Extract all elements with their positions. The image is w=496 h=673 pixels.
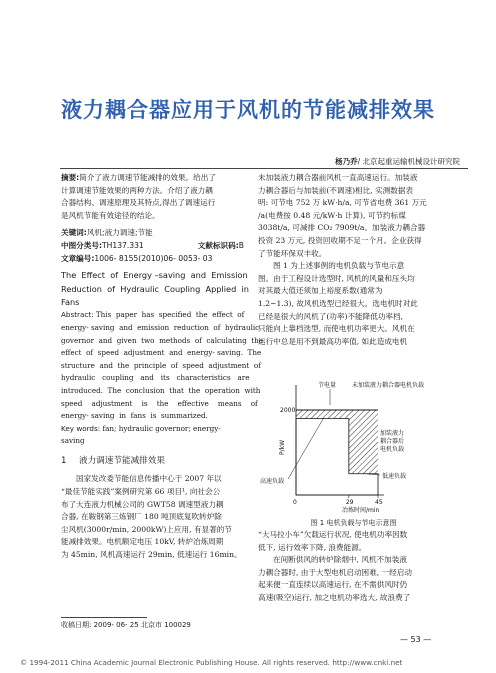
article-title: 液力耦合器应用于风机的节能减排效果 — [61, 97, 435, 122]
keywords-label: 关键词: — [61, 228, 87, 238]
author-line — [335, 156, 460, 167]
body-line: 起来便一直连续以高速运行, 在不需供风时仍 — [258, 580, 408, 590]
abstract-line: 计算调速节能效果的两种方法。介绍了液力耦 — [61, 185, 213, 195]
body-line: 1.2~1.3), 故风机选型已经很大。选电机时对此 — [258, 298, 418, 308]
section-body — [61, 473, 244, 561]
section-heading: 1 液力调速节能减排效果 — [61, 455, 165, 466]
label-modified-load-2: 耦合器后 — [380, 438, 405, 445]
english-abstract-line: energy- saving in fans is summarized. — [61, 411, 208, 421]
english-abstract-line: governor and given two methods of calculating the — [61, 335, 264, 345]
english-abstract-line: effect of speed adjustment and energy- saving. The — [61, 348, 262, 358]
body-line: 高速(吸空)运行, 加之电机功率选大, 故浪费了 — [258, 592, 411, 602]
body-line: 了节能环保双丰收。 — [258, 248, 327, 258]
english-abstract-line: introduced. The conclusion that the operation with — [61, 385, 261, 395]
copyright-notice: © 1994-2011 China Academic Journal Electronic Publishing House. All rights reserved. http://www.cnki.net — [20, 658, 403, 667]
classification-line — [61, 240, 244, 253]
body-line: 布了大连液力机械公司的 GWT58 调速型液力耦 — [61, 499, 224, 509]
body-line: 投资 23 万元, 投资回收期不足一个月。企业获得 — [258, 235, 422, 245]
chinese-keywords — [61, 227, 244, 240]
english-title-line: Fans — [61, 296, 80, 307]
english-abstract-line: energy- saving and emission reduction of hydraulic — [61, 322, 260, 332]
body-line: /a(电费按 0.48 元/kW·h 计算), 可节约标煤 — [258, 210, 406, 220]
right-column-continued — [258, 529, 449, 605]
english-title-line: Reduction of Hydraulic Coupling Applied in — [61, 283, 249, 294]
load-chart — [258, 375, 449, 515]
body-line: 为 45min, 风机高速运行 29min, 低速运行 16min。 — [61, 549, 242, 559]
body-line: 图。由于工程设计选型时, 风机的风量和压头均 — [258, 273, 415, 283]
chinese-abstract — [61, 172, 244, 222]
author-affiliation: / 北京起重运输机械设计研究院 — [357, 157, 460, 166]
author-name: 杨乃乔 — [335, 157, 358, 166]
english-abstract: Abstract: This paper has specified the effect of energy- saving and emission reduction of hydraulic governor and given two methods of calculating the effect of speed adjustment and energy- saving. The structure and the principle of speed adjustment of hydraulic coupling and its characteristics are introduced. The conclusion that the operation with speed adjustment is the effective means of energy- saving in fans is summarized. — [61, 309, 244, 422]
body-line: 对其最大值还须加上裕度系数(通常为 — [258, 286, 383, 296]
english-abstract-line: hydraulic coupling and its characteristics are — [61, 373, 250, 383]
abstract-line: 简介了液力调速节能减排的效果。给出了 — [79, 173, 216, 182]
english-abstract-label: Abstract: — [61, 310, 94, 320]
english-abstract-line: structure and the principle of speed adjustment of — [61, 360, 261, 370]
left-column — [61, 172, 264, 561]
x-axis-label: 冶炼时间/min — [342, 507, 380, 514]
figure-1 — [258, 375, 449, 525]
body-line: 低下, 运行效率下降, 浪费能源。 — [258, 542, 367, 552]
body-line: “最佳节能实践”案例研究第 66 项目¹, 向社会公 — [61, 486, 221, 496]
article-number: 文章编号:1006- 8155(2010)06- 0053- 03 — [61, 253, 213, 263]
figure-caption: 图 1 电机负载与节电示意图 — [310, 519, 397, 527]
abstract-line: 是风机节能有效途径的结论。 — [61, 210, 160, 220]
clc-code: 中图分类号:TH137.331 — [61, 240, 144, 250]
footnote-divider — [61, 617, 147, 618]
body-line: “大马拉小车”欠载运行状况, 使电机功率因数 — [258, 530, 408, 539]
body-line: 3038t/a, 可减排 CO₂ 7909t/a。加装液力耦合器 — [258, 223, 426, 233]
abstract-line: 合器结构、调速原理及其特点,得出了调速运行 — [61, 198, 216, 208]
x-tick-label: 0 — [293, 499, 297, 506]
y-tick-label: 2000 — [280, 407, 296, 414]
label-modified-load-3: 电机负载 — [380, 446, 405, 453]
label-saving: 节电量 — [318, 382, 337, 389]
header-divider — [60, 168, 468, 169]
label-high-load: 高速负载 — [260, 478, 285, 485]
body-line: 已经是很大的风机了(功率)不能降低功率档, — [258, 311, 404, 321]
body-line: 明: 可节电 752 万 kW·h/a, 可节省电费 361 万元 — [258, 198, 427, 208]
label-unmodified-load: 未加装液力耦合器电机负载 — [352, 382, 425, 389]
page-number: — 53 — — [400, 635, 432, 644]
received-date: 收稿日期: 2009- 06- 25 北京市 100029 — [61, 621, 191, 629]
keywords-value: 风机;液力调速;节能 — [86, 228, 153, 238]
body-line: 未加装液力耦合器前风机一直高速运行。加装液 — [258, 173, 418, 182]
body-line: 力耦合器后与加装前(不调速)相比, 实测数据表 — [258, 185, 414, 195]
label-low-load: 低速负载 — [382, 473, 407, 480]
body-line: 合器, 在鞍钢第三炼钢厂 180 吨顶底复吹转炉除 — [61, 512, 222, 522]
body-line: 图 1 为上述事例的电机负载与节电示意 — [273, 261, 405, 271]
body-line: 尘风机(3000r/min, 2000kW)上应用, 有显著的节 — [61, 524, 232, 534]
english-keywords: Key words: fan; hydraulic governor; energy- saving — [61, 423, 221, 445]
right-column — [258, 172, 449, 348]
body-line: 只能向上靠档选型, 而使电机功率更大。风机在 — [258, 324, 415, 334]
english-title-line: The Effect of Energy –saving and Emission — [61, 270, 248, 281]
body-line: 力耦合器时, 由于大型电机启动困难, 一经启动 — [258, 567, 412, 577]
y-axis-label: P/kW — [279, 439, 286, 455]
x-tick-label: 29 — [345, 499, 354, 506]
abstract-label: 摘要: — [61, 173, 80, 182]
body-line: 国家发改委节能信息传播中心于 2007 年以 — [76, 474, 222, 484]
body-line: 运行中总是用不到最高功率值, 如此造成电机 — [258, 336, 408, 346]
x-tick-label: 45 — [375, 499, 383, 506]
label-modified-load-1: 加装液力 — [380, 430, 405, 437]
english-abstract-line: speed adjustment is the effective means of — [61, 398, 258, 408]
body-line: 在间断供风的转炉除烟中, 风机不加装液 — [273, 555, 407, 565]
body-line: 能减排效果。电机额定电压 10kV, 转炉冶炼周期 — [61, 537, 224, 547]
english-title — [61, 269, 249, 309]
doc-code: 文献标识码:B — [197, 240, 244, 250]
